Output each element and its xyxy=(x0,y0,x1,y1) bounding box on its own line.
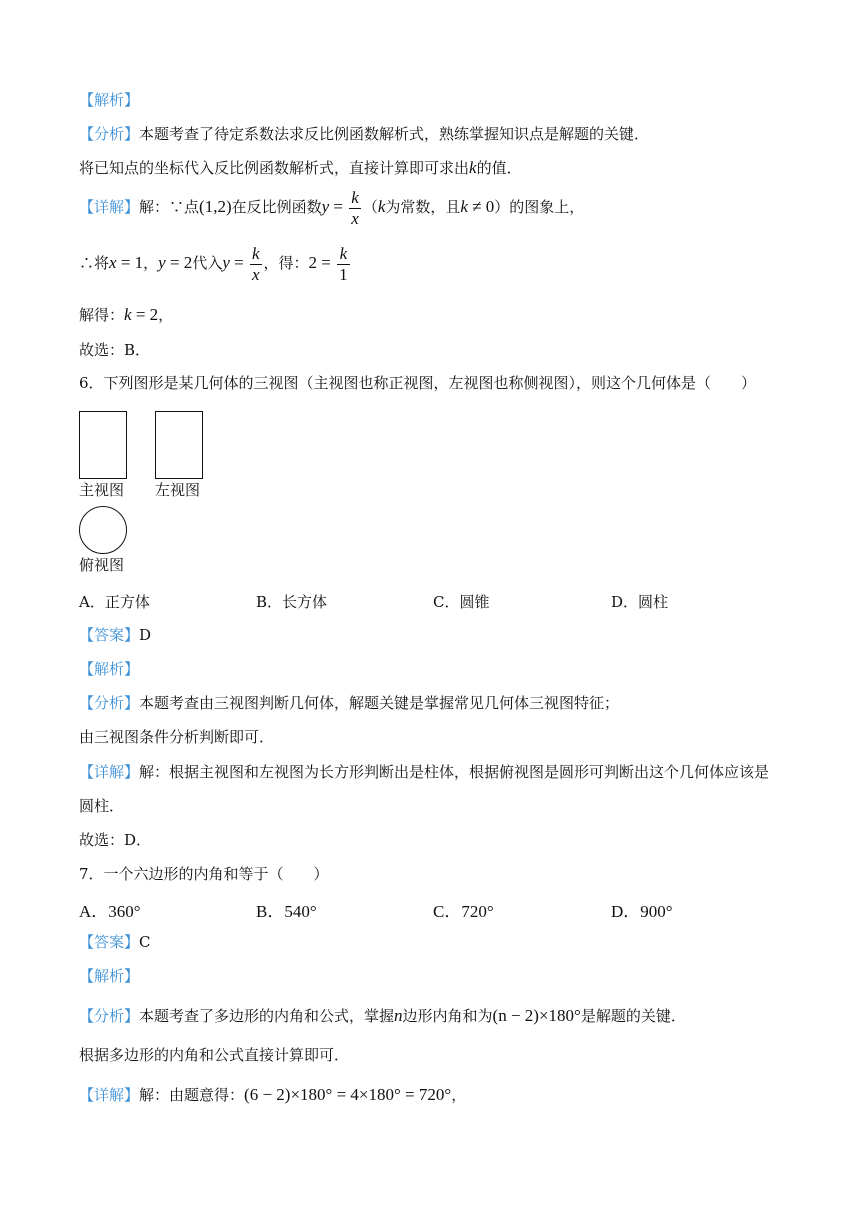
q5-solve xyxy=(79,305,173,325)
text: 在反比例函数 xyxy=(231,198,322,216)
q7-option-d: D．900° xyxy=(611,902,673,921)
denominator: x xyxy=(251,264,260,284)
analysis-tag: 【分析】 xyxy=(79,694,140,712)
front-view-label: 主视图 xyxy=(79,481,125,499)
not-equal: ≠ 0 xyxy=(467,197,495,216)
value: = 2 xyxy=(131,305,159,324)
section-jiexi-q5: 【解析】 xyxy=(79,91,140,109)
section-jiexi-q6: 【解析】 xyxy=(79,660,140,678)
text: ， xyxy=(451,1086,467,1104)
left-view-label: 左视图 xyxy=(155,481,201,499)
q7-option-c: C．720° xyxy=(433,902,494,921)
analysis-tag: 【分析】 xyxy=(79,1007,140,1025)
var-y: y xyxy=(222,253,230,272)
var-k: k xyxy=(377,197,386,216)
front-view-rectangle xyxy=(79,411,127,479)
section-jiexi-q7: 【解析】 xyxy=(79,967,140,985)
numerator: k xyxy=(251,243,260,263)
top-view-label: 俯视图 xyxy=(79,556,125,574)
q6-analysis xyxy=(79,693,619,713)
denominator: 1 xyxy=(339,264,348,284)
var-n: n xyxy=(394,1006,403,1025)
q5-analysis xyxy=(79,124,649,144)
text: 边形内角和为 xyxy=(402,1007,493,1025)
point: (1,2) xyxy=(199,197,232,216)
q7-analysis-line2: 根据多边形的内角和公式直接计算即可． xyxy=(79,1046,350,1064)
text: （ xyxy=(362,198,378,216)
text: 解：由题意得： xyxy=(139,1086,245,1104)
q7-stem: 7．一个六边形的内角和等于（ ） xyxy=(79,865,329,883)
text: ，得： xyxy=(263,254,309,272)
analysis-text: 本题考查由三视图判断几何体，解题关键是掌握常见几何体三视图特征； xyxy=(139,694,620,712)
fraction-k-over-x xyxy=(250,244,262,285)
q5-analysis-line2 xyxy=(79,158,522,178)
value: = 1 xyxy=(116,253,144,272)
text: 将已知点的坐标代入反比例函数解析式，直接计算即可求出 xyxy=(79,159,470,177)
text: ， xyxy=(143,254,159,272)
var-y: y xyxy=(321,197,330,216)
eq: = xyxy=(329,197,348,216)
q5-choose: 故选：B． xyxy=(79,341,151,359)
denominator: x xyxy=(351,208,359,228)
answer-tag: 【答案】 xyxy=(79,626,140,644)
var-k: k xyxy=(124,305,132,324)
q7-analysis xyxy=(79,1004,686,1028)
text: 本题考查了多边形的内角和公式，掌握 xyxy=(139,1007,395,1025)
q6-stem: 6．下列图形是某几何体的三视图（主视图也称正视图，左视图也称侧视图），则这个几何体是（ ） xyxy=(79,374,757,392)
var-x: x xyxy=(109,253,117,272)
text: 解得： xyxy=(79,306,125,324)
q7-option-a: A．360° xyxy=(79,902,141,921)
var-k: k xyxy=(460,197,468,216)
q6-option-a: A．正方体 xyxy=(79,593,150,611)
q7-option-b: B．540° xyxy=(256,902,317,921)
formula: (n − 2)×180° xyxy=(492,1006,581,1025)
text: ∴将 xyxy=(79,254,110,272)
numerator: k xyxy=(337,244,350,265)
detail-text: 解：根据主视图和左视图为长方形判断出是柱体，根据俯视图是圆形可判断出这个几何体应该是 xyxy=(139,763,770,781)
text: 解：∵点 xyxy=(139,198,200,216)
q5-step xyxy=(79,242,352,285)
answer-tag: 【答案】 xyxy=(79,933,140,951)
answer-value: C xyxy=(139,933,151,951)
q6-answer xyxy=(79,625,151,645)
q5-detail xyxy=(79,186,584,229)
text: 代入 xyxy=(192,254,223,272)
value: 2 = xyxy=(308,253,336,272)
text: 的值． xyxy=(476,159,522,177)
answer-value: D xyxy=(139,626,152,644)
q7-answer xyxy=(79,932,151,952)
detail-tag: 【详解】 xyxy=(79,198,140,216)
detail-tag: 【详解】 xyxy=(79,763,140,781)
q6-detail xyxy=(79,762,769,782)
fraction-k-over-1 xyxy=(337,244,350,285)
var-y: y xyxy=(158,253,166,272)
numerator: k xyxy=(351,187,359,207)
text: 为常数，且 xyxy=(385,198,461,216)
left-view-rectangle xyxy=(155,411,203,479)
q6-option-d: D．圆柱 xyxy=(611,593,669,611)
text: ， xyxy=(158,306,174,324)
fraction-k-over-x xyxy=(349,188,361,229)
value: = 2 xyxy=(165,253,193,272)
analysis-tag: 【分析】 xyxy=(79,125,140,143)
q6-detail-line2: 圆柱． xyxy=(79,797,125,815)
analysis-text: 本题考查了待定系数法求反比例函数解析式，熟练掌握知识点是解题的关键． xyxy=(139,125,650,143)
q6-choose: 故选：D． xyxy=(79,831,152,849)
q6-analysis-line2: 由三视图条件分析判断即可． xyxy=(79,728,275,746)
formula: (6 − 2)×180° = 4×180° = 720° xyxy=(244,1085,452,1104)
detail-tag: 【详解】 xyxy=(79,1086,140,1104)
text: ）的图象上， xyxy=(494,198,585,216)
q7-detail xyxy=(79,1083,466,1107)
eq: = xyxy=(229,253,248,272)
text: 是解题的关键． xyxy=(580,1007,686,1025)
q6-option-b: B．长方体 xyxy=(256,593,328,611)
top-view-circle xyxy=(79,506,127,554)
q6-option-c: C．圆锥 xyxy=(433,593,490,611)
var-k: k xyxy=(469,158,477,177)
